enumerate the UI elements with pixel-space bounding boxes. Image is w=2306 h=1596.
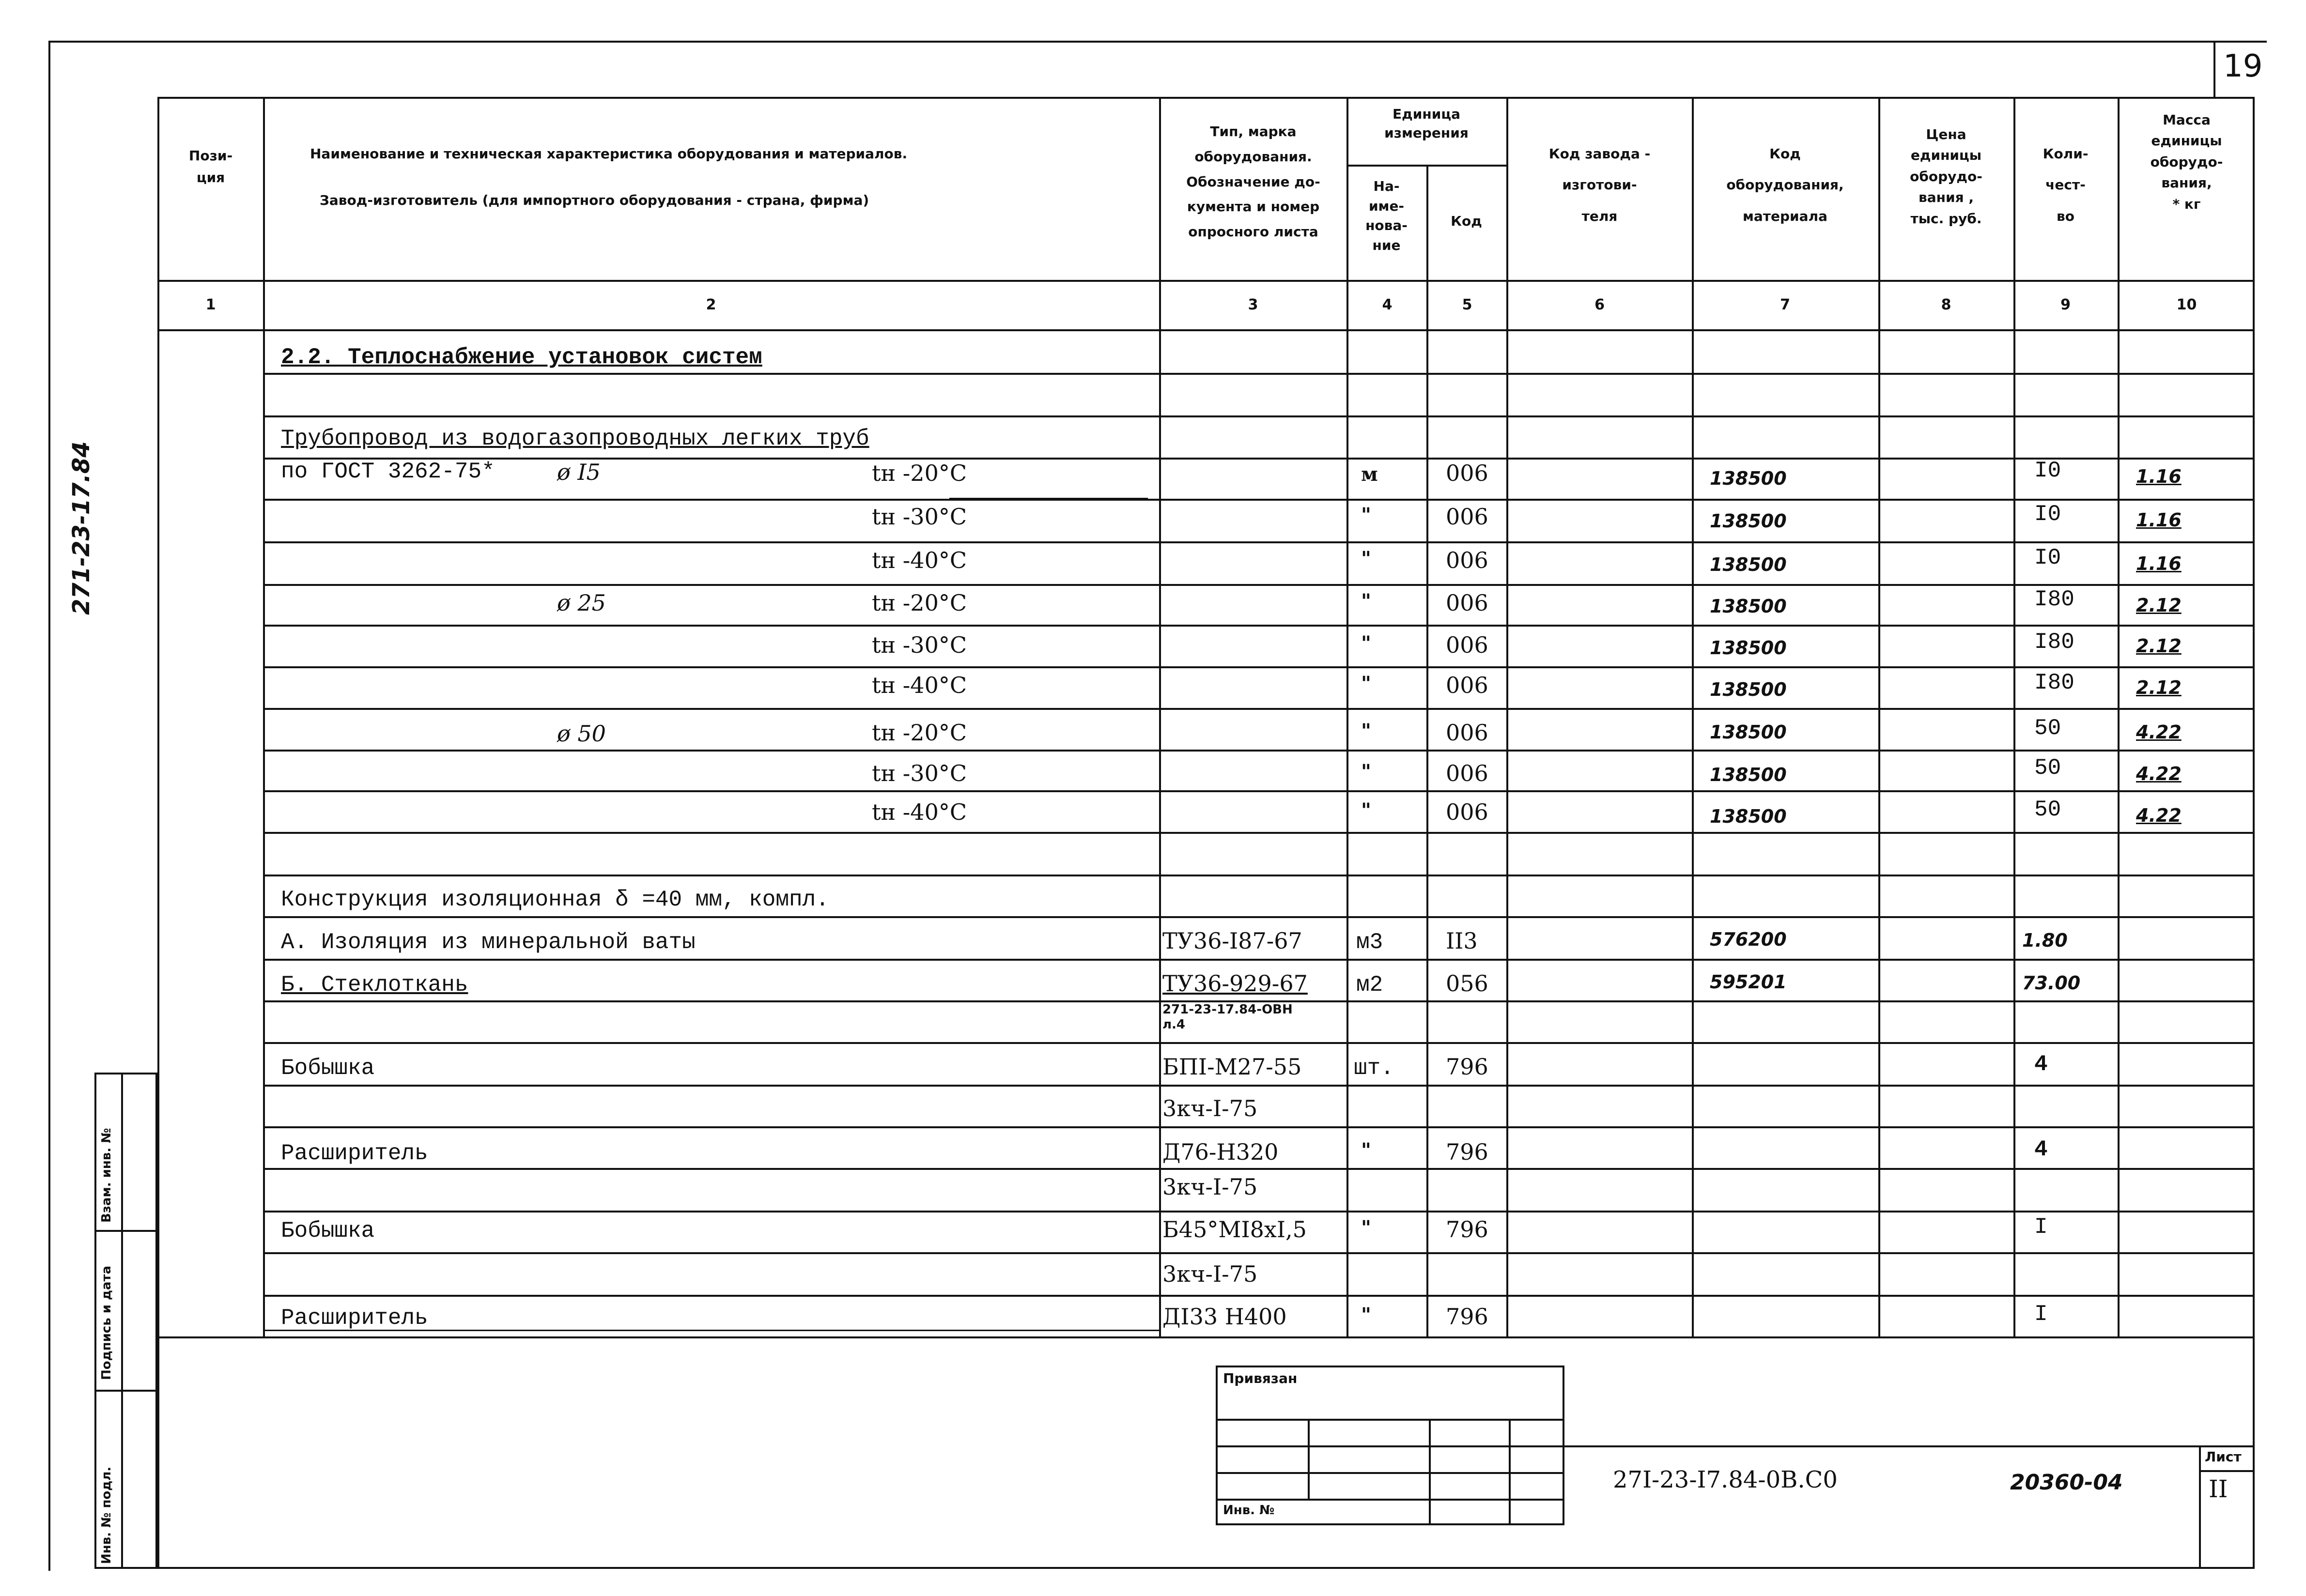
stamp-col	[1509, 1419, 1511, 1525]
underline	[949, 498, 1148, 499]
pipe-unit-code: 006	[1446, 504, 1488, 530]
pipe-unit: "	[1361, 547, 1371, 570]
insulation-name: Б. Стеклоткань	[281, 972, 468, 998]
margin-stamp-col	[121, 1073, 123, 1569]
insulation-unit: м2	[1356, 972, 1383, 998]
row-line	[263, 1211, 2255, 1212]
item-quantity: 4	[2034, 1052, 2048, 1077]
item-name: Бобышка	[281, 1056, 375, 1081]
pipe-material-code: 138500	[1710, 554, 1787, 575]
header-mass: Масса единицы оборудо- вания, * кг	[2150, 112, 2223, 212]
row-line	[263, 666, 2255, 668]
item-name: Бобышка	[281, 1218, 375, 1243]
item-unit: "	[1361, 1216, 1371, 1239]
col-number: 2	[706, 296, 716, 313]
stamp-line	[1216, 1472, 1564, 1474]
header-price: Цена единицы оборудо- вания , тыс. руб.	[1910, 126, 1982, 227]
row-line	[263, 875, 2255, 876]
pipe-mass: 4.22	[2136, 805, 2182, 826]
reference-document: 271-23-17.84-ОВН л.4	[1162, 1002, 1293, 1032]
pipe-unit-code: 006	[1446, 590, 1488, 616]
pipe-material-code: 138500	[1710, 596, 1787, 617]
header-position: Пози- ция	[188, 148, 233, 185]
pipe-quantity: I0	[2034, 545, 2061, 570]
row-line	[263, 499, 2255, 501]
col-line	[1692, 97, 1694, 1336]
page-left-border	[48, 41, 50, 1571]
header-name-line1: Наименование и техническая характеристика оборудования и материалов.	[310, 146, 908, 162]
diameter-15: ø I5	[557, 459, 601, 485]
item-quantity: 4	[2034, 1137, 2048, 1162]
pipe-unit-code: 006	[1446, 632, 1488, 658]
row-line	[263, 541, 2255, 543]
header-material-code: Код оборудования, материала	[1726, 146, 1844, 224]
row-line	[263, 916, 2255, 918]
pipe-mass: 1.16	[2136, 509, 2182, 531]
row-line	[263, 1126, 2255, 1128]
tie-label: Привязан	[1223, 1370, 1298, 1386]
diameter-50: ø 50	[557, 721, 606, 747]
insulation-material-code: 576200	[1710, 929, 1787, 950]
col-line	[2013, 97, 2015, 1336]
sheet-number: II	[2209, 1475, 2228, 1503]
item-name: Расширитель	[281, 1141, 428, 1166]
pipe-unit-code: 006	[1446, 799, 1488, 825]
side-document-code: 271-23-17.84	[68, 441, 95, 615]
row-line	[263, 415, 2255, 417]
pipe-mass: 2.12	[2136, 595, 2182, 616]
col-line	[1159, 97, 1161, 1336]
col-number: 5	[1462, 296, 1472, 313]
row-line	[263, 373, 2255, 375]
stamp-line	[1564, 1445, 2255, 1447]
pipe-quantity: I80	[2034, 587, 2074, 612]
pipe-unit-code: 006	[1446, 547, 1488, 573]
pipe-material-code: 138500	[1710, 468, 1787, 489]
insulation-quantity: 73.00	[2022, 972, 2081, 994]
pipe-quantity: 50	[2034, 797, 2061, 822]
pipe-material-code: 138500	[1710, 637, 1787, 659]
col-line	[263, 97, 265, 1336]
pipe-unit: "	[1361, 590, 1371, 613]
col-number: 9	[2060, 296, 2071, 313]
insulation-type: ТУ36-I87-67	[1162, 928, 1302, 954]
pipe-title: Трубопровод из водогазопроводных легких труб	[281, 426, 869, 451]
insulation-quantity: 1.80	[2022, 930, 2068, 951]
item-unit-code: 796	[1446, 1054, 1488, 1080]
row-line	[263, 790, 2255, 792]
insulation-unit: м3	[1356, 930, 1383, 955]
unit-subheader-line	[1346, 165, 1506, 167]
row-line	[263, 708, 2255, 710]
stamp-line	[1216, 1419, 1564, 1421]
header-bottom-line	[157, 280, 2255, 282]
pipe-temperature: tн -20°C	[872, 590, 967, 616]
pipe-unit-code: 006	[1446, 672, 1488, 698]
item-quantity: I	[2034, 1214, 2048, 1240]
pipe-quantity: I0	[2034, 502, 2061, 527]
pipe-material-code: 138500	[1710, 764, 1787, 785]
table-bottom-line	[157, 1336, 2255, 1338]
header-unit-name: На- име- нова- ние	[1365, 178, 1408, 253]
pipe-unit: м	[1361, 463, 1378, 486]
item-unit-code: 796	[1446, 1139, 1488, 1165]
item-type: БПI-М27-55	[1162, 1054, 1302, 1080]
header-name-line2: Завод-изготовитель (для импортного оборудования - страна, фирма)	[320, 192, 869, 208]
row-line	[263, 1295, 2255, 1297]
pipe-temperature: tн -20°C	[872, 460, 967, 486]
diameter-25: ø 25	[557, 590, 606, 616]
row-line	[263, 1252, 2255, 1254]
item-unit-code: 796	[1446, 1304, 1488, 1330]
insulation-unit-code: II3	[1446, 928, 1478, 954]
header-type: Тип, марка оборудования. Обозначение до- кумента и номер опросного листа	[1186, 123, 1320, 240]
pipe-gost: по ГОСТ 3262-75*	[281, 459, 495, 484]
pipe-unit-code: 006	[1446, 720, 1488, 746]
stamp-line	[1216, 1499, 1564, 1501]
pipe-mass: 4.22	[2136, 721, 2182, 743]
page-top-border	[48, 41, 2267, 43]
col-number: 3	[1248, 296, 1258, 313]
pipe-material-code: 138500	[1710, 679, 1787, 700]
col-number: 6	[1594, 296, 1605, 313]
col-line	[1346, 97, 1348, 1336]
pipe-mass: 2.12	[2136, 635, 2182, 657]
pipe-material-code: 138500	[1710, 510, 1787, 532]
margin-replace-inventory: Взам. инв. №	[99, 1128, 114, 1223]
margin-inventory-original: Инв. № подл.	[99, 1466, 114, 1564]
pipe-material-code: 138500	[1710, 721, 1787, 743]
item-sub-spec: 3кч-I-75	[1162, 1095, 1258, 1121]
row-line	[263, 1085, 2255, 1087]
pipe-mass: 2.12	[2136, 677, 2182, 698]
col-line	[1506, 97, 1508, 1336]
pipe-unit-code: 006	[1446, 760, 1488, 786]
pipe-mass: 4.22	[2136, 763, 2182, 784]
header-unit: Единица измерения	[1384, 106, 1469, 141]
pipe-mass: 1.16	[2136, 553, 2182, 574]
pipe-unit: "	[1361, 632, 1371, 655]
pipe-unit: "	[1361, 720, 1371, 742]
document-code: 27I-23-I7.84-0В.С0	[1613, 1466, 1838, 1493]
header-factory-code: Код завода - изготови- теля	[1548, 146, 1651, 224]
pipe-unit: "	[1361, 760, 1371, 783]
pipe-unit-code: 006	[1446, 460, 1488, 486]
item-name: Расширитель	[281, 1305, 428, 1331]
stamp-col	[1429, 1419, 1431, 1525]
stamp-line	[1216, 1445, 1564, 1447]
pipe-material-code: 138500	[1710, 806, 1787, 827]
margin-stamp-line	[94, 1390, 157, 1392]
margin-stamp-line	[94, 1230, 157, 1232]
item-sub-spec: 3кч-I-75	[1162, 1174, 1258, 1200]
row-line	[263, 832, 2255, 834]
pipe-quantity: I0	[2034, 458, 2061, 483]
item-type: Д76-Н320	[1162, 1139, 1279, 1165]
item-unit: шт.	[1354, 1056, 1394, 1081]
insulation-name: А. Изоляция из минеральной ваты	[281, 930, 696, 955]
header-quantity: Коли- чест- во	[2043, 146, 2089, 224]
pipe-temperature: tн -20°C	[872, 720, 967, 746]
item-type: Б45°МI8хI,5	[1162, 1216, 1307, 1243]
numbers-bottom-line	[157, 329, 2255, 331]
pipe-quantity: 50	[2034, 755, 2061, 781]
pipe-temperature: tн -30°C	[872, 504, 967, 530]
col-number: 4	[1382, 296, 1393, 313]
pipe-mass: 1.16	[2136, 466, 2182, 487]
pipe-unit: "	[1361, 504, 1371, 526]
item-quantity: I	[2034, 1302, 2048, 1327]
insulation-unit-code: 056	[1446, 970, 1488, 997]
pipe-temperature: tн -30°C	[872, 760, 967, 786]
row-line	[263, 750, 2255, 752]
pipe-quantity: I80	[2034, 670, 2074, 695]
insulation-material-code: 595201	[1710, 971, 1787, 993]
corner-divider	[2213, 41, 2215, 97]
pipe-temperature: tн -40°C	[872, 547, 967, 573]
col-line	[2118, 97, 2120, 1336]
underline	[263, 1330, 1159, 1331]
item-unit: "	[1361, 1304, 1371, 1326]
row-line	[263, 584, 2255, 586]
stamp-col	[2199, 1445, 2201, 1569]
pipe-quantity: I80	[2034, 629, 2074, 655]
item-type: ДI33 Н400	[1162, 1304, 1287, 1330]
insulation-title: Конструкция изоляционная δ =40 мм, компл.	[281, 887, 829, 912]
stamp-col	[1308, 1419, 1310, 1499]
sheet-label: Лист	[2205, 1449, 2242, 1465]
pipe-unit: "	[1361, 672, 1371, 695]
corner-sheet-number: 19	[2223, 48, 2263, 84]
pipe-temperature: tн -30°C	[872, 632, 967, 658]
item-unit: "	[1361, 1139, 1371, 1162]
inventory-label: Инв. №	[1223, 1503, 1275, 1518]
insulation-type: ТУ36-929-67	[1162, 970, 1308, 997]
item-sub-spec: 3кч-I-75	[1162, 1261, 1258, 1287]
pipe-unit: "	[1361, 799, 1371, 822]
header-unit-code: Код	[1451, 213, 1482, 229]
margin-sign-date: Подпись и дата	[99, 1265, 114, 1380]
item-unit-code: 796	[1446, 1216, 1488, 1243]
col-number: 10	[2176, 296, 2197, 313]
row-line	[263, 1042, 2255, 1044]
col-number: 8	[1941, 296, 1951, 313]
handwritten-code: 20360-04	[2010, 1470, 2123, 1495]
section-title: 2.2. Теплоснабжение установок систем	[281, 345, 762, 370]
row-line	[263, 1168, 2255, 1170]
pipe-temperature: tн -40°C	[872, 672, 967, 698]
pipe-quantity: 50	[2034, 716, 2061, 741]
row-line	[263, 625, 2255, 627]
stamp-line	[2199, 1470, 2255, 1472]
col-number: 1	[205, 296, 216, 313]
pipe-temperature: tн -40°C	[872, 799, 967, 825]
col-number: 7	[1780, 296, 1790, 313]
row-line	[263, 959, 2255, 961]
col-line	[1878, 97, 1880, 1336]
